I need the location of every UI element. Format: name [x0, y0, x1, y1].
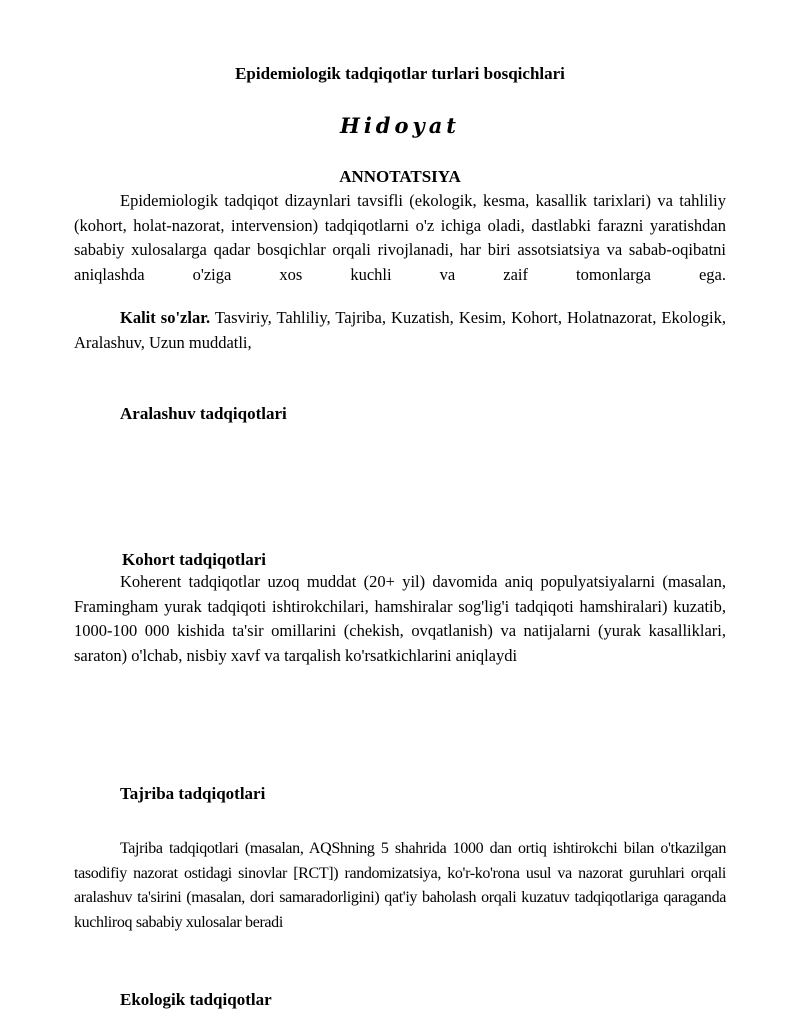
- section-text-tajriba: Tajriba tadqiqotlari (masalan, AQShning 5 shahrida 1000 dan ortiq ishtirokchi bilan o'tkazilgan tasodifiy nazorat ostidagi sinovlar [RCT]) randomizatsiya, ko'r-ko'rona usul va nazorat guruhlari orqali aralashuv ta'sirini (masalan, dori samaradorligini) qat'iy baholash orqali kuzatuv tadqiqotlariga qaraganda kuchliroq sababiy xulosalar beradi: [74, 840, 726, 931]
- annotation-heading: ANNOTATSIYA: [339, 167, 461, 186]
- author-name: Hidoyat: [339, 113, 461, 138]
- keywords-text: Tasviriy, Tahliliy, Tajriba, Kuzatish, Kesim, Kohort, Holatnazorat, Ekologik, Aralashuv, Uzun muddatli,: [74, 308, 726, 352]
- document-title: Epidemiologik tadqiqotlar turlari bosqichlari: [235, 64, 565, 83]
- keywords-label: Kalit so'zlar.: [120, 308, 211, 327]
- section-text-kohort: Koherent tadqiqotlar uzoq muddat (20+ yil) davomida aniq populyatsiyalarni (masalan, Framingham yurak tadqiqoti ishtirokchilari, hamshiralar sog'lig'i tadqiqoti hamshiralari) kuzatib, 1000-100 000 kishida ta'sir omillarini (chekish, ovqatlanish) va natijalarni (yurak kasalliklari, saraton) o'lchab, nisbiy xavf va tarqalish ko'rsatkichlarini aniqlaydi: [74, 572, 726, 665]
- section-heading-aralashuv: Aralashuv tadqiqotlari: [120, 404, 287, 423]
- section-heading-ekologik: Ekologik tadqiqotlar: [120, 990, 272, 1009]
- section-heading-kohort: Kohort tadqiqotlari: [122, 550, 267, 569]
- section-heading-tajriba: Tajriba tadqiqotlari: [120, 784, 266, 803]
- keywords-paragraph: [74, 306, 726, 355]
- annotation-text: Epidemiologik tadqiqot dizaynlari tavsifli (ekologik, kesma, kasallik tarixlari) va tahliliy (kohort, holat-nazorat, intervension) tadqiqotlarni o'z ichiga oladi, dastlabki farazni yaratishdan sababiy xulosalarga qadar bosqichlar orqali rivojlanadi, har biri assotsiatsiya va sabab-oqibatni aniqlashda o'ziga xos kuchli va zaif tomonlarga ega.: [74, 191, 726, 284]
